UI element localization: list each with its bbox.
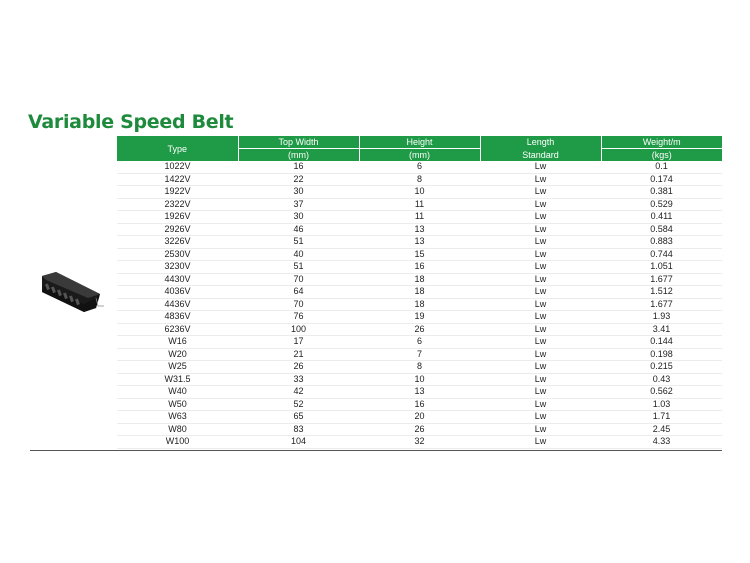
cell-type: 1926V — [117, 211, 238, 224]
cell-height: 32 — [359, 436, 480, 449]
cell-length: Lw — [480, 323, 601, 336]
cell-top-width: 17 — [238, 336, 359, 349]
cell-length: Lw — [480, 211, 601, 224]
cell-top-width: 21 — [238, 348, 359, 361]
cell-weight: 0.43 — [601, 373, 722, 386]
cell-type: 4436V — [117, 298, 238, 311]
cell-height: 11 — [359, 211, 480, 224]
cell-weight: 0.411 — [601, 211, 722, 224]
cell-top-width: 76 — [238, 311, 359, 324]
header-height: Height — [359, 136, 480, 149]
cell-height: 8 — [359, 173, 480, 186]
cell-weight: 0.1 — [601, 161, 722, 173]
cell-top-width: 52 — [238, 398, 359, 411]
cell-top-width: 70 — [238, 273, 359, 286]
cell-type: W50 — [117, 398, 238, 411]
cell-height: 26 — [359, 423, 480, 436]
cell-type: W31.5 — [117, 373, 238, 386]
cell-height: 8 — [359, 361, 480, 374]
table-row — [117, 273, 722, 286]
cell-length: Lw — [480, 373, 601, 386]
cell-weight: 0.215 — [601, 361, 722, 374]
cell-height: 6 — [359, 161, 480, 173]
table-row — [117, 373, 722, 386]
cell-weight: 1.03 — [601, 398, 722, 411]
cell-type: 4836V — [117, 311, 238, 324]
cell-weight: 0.562 — [601, 386, 722, 399]
cell-weight: 1.512 — [601, 286, 722, 299]
table-row — [117, 223, 722, 236]
cell-height: 15 — [359, 248, 480, 261]
cell-length: Lw — [480, 348, 601, 361]
cell-top-width: 46 — [238, 223, 359, 236]
cell-weight: 0.584 — [601, 223, 722, 236]
cell-length: Lw — [480, 261, 601, 274]
cell-top-width: 65 — [238, 411, 359, 424]
cell-top-width: 51 — [238, 236, 359, 249]
cell-top-width: 33 — [238, 373, 359, 386]
header-length-sub: Standard — [480, 149, 601, 162]
cell-top-width: 104 — [238, 436, 359, 449]
cell-weight: 1.677 — [601, 298, 722, 311]
cell-weight: 0.144 — [601, 336, 722, 349]
cell-length: Lw — [480, 161, 601, 173]
cell-length: Lw — [480, 336, 601, 349]
header-height-unit: (mm) — [359, 149, 480, 162]
table-row — [117, 323, 722, 336]
table-row — [117, 336, 722, 349]
table-row — [117, 198, 722, 211]
cell-type: 1022V — [117, 161, 238, 173]
cell-height: 26 — [359, 323, 480, 336]
table-row — [117, 248, 722, 261]
table-row — [117, 423, 722, 436]
cell-type: 6236V — [117, 323, 238, 336]
table-row — [117, 411, 722, 424]
bottom-divider — [30, 450, 722, 451]
cell-weight: 0.174 — [601, 173, 722, 186]
table-row — [117, 436, 722, 449]
cell-length: Lw — [480, 223, 601, 236]
cell-weight: 1.677 — [601, 273, 722, 286]
cell-length: Lw — [480, 423, 601, 436]
cell-weight: 0.883 — [601, 236, 722, 249]
cell-weight: 3.41 — [601, 323, 722, 336]
table-row — [117, 311, 722, 324]
cell-height: 13 — [359, 386, 480, 399]
cell-type: 2530V — [117, 248, 238, 261]
cell-length: Lw — [480, 298, 601, 311]
cell-type: 4036V — [117, 286, 238, 299]
cell-weight: 1.93 — [601, 311, 722, 324]
belt-image — [38, 268, 106, 316]
cell-height: 7 — [359, 348, 480, 361]
cell-length: Lw — [480, 236, 601, 249]
cell-top-width: 83 — [238, 423, 359, 436]
cell-type: 4430V — [117, 273, 238, 286]
cell-length: Lw — [480, 386, 601, 399]
cell-type: W20 — [117, 348, 238, 361]
cell-height: 16 — [359, 398, 480, 411]
cell-length: Lw — [480, 398, 601, 411]
header-length: Length — [480, 136, 601, 149]
cell-top-width: 42 — [238, 386, 359, 399]
cell-length: Lw — [480, 311, 601, 324]
cell-weight: 4.33 — [601, 436, 722, 449]
cell-height: 20 — [359, 411, 480, 424]
belt-spec-table — [117, 136, 722, 449]
table-row — [117, 361, 722, 374]
cell-height: 18 — [359, 273, 480, 286]
cell-length: Lw — [480, 286, 601, 299]
page-title: Variable Speed Belt — [28, 111, 234, 133]
cell-weight: 0.529 — [601, 198, 722, 211]
table-body — [117, 161, 722, 448]
header-weight: Weight/m — [601, 136, 722, 149]
cell-height: 13 — [359, 236, 480, 249]
cell-top-width: 22 — [238, 173, 359, 186]
cell-height: 13 — [359, 223, 480, 236]
cell-weight: 1.051 — [601, 261, 722, 274]
cell-type: W16 — [117, 336, 238, 349]
cell-top-width: 16 — [238, 161, 359, 173]
cell-top-width: 51 — [238, 261, 359, 274]
cell-type: 1922V — [117, 186, 238, 199]
cell-height: 18 — [359, 286, 480, 299]
cell-top-width: 30 — [238, 186, 359, 199]
cell-type: 1422V — [117, 173, 238, 186]
cell-height: 10 — [359, 373, 480, 386]
table-row — [117, 236, 722, 249]
table-row — [117, 261, 722, 274]
table-row — [117, 173, 722, 186]
cell-height: 19 — [359, 311, 480, 324]
cell-weight: 1.71 — [601, 411, 722, 424]
cell-type: W40 — [117, 386, 238, 399]
cell-length: Lw — [480, 411, 601, 424]
header-weight-unit: (kgs) — [601, 149, 722, 162]
cell-height: 11 — [359, 198, 480, 211]
cell-length: Lw — [480, 248, 601, 261]
cell-top-width: 100 — [238, 323, 359, 336]
cell-type: 2322V — [117, 198, 238, 211]
header-top-width-unit: (mm) — [238, 149, 359, 162]
table-row — [117, 386, 722, 399]
cell-type: 3230V — [117, 261, 238, 274]
table-row — [117, 161, 722, 173]
cell-height: 16 — [359, 261, 480, 274]
cell-type: W100 — [117, 436, 238, 449]
cell-top-width: 26 — [238, 361, 359, 374]
cell-length: Lw — [480, 273, 601, 286]
cell-type: 2926V — [117, 223, 238, 236]
table-row — [117, 348, 722, 361]
cell-weight: 2.45 — [601, 423, 722, 436]
cell-length: Lw — [480, 361, 601, 374]
table-row — [117, 286, 722, 299]
cell-length: Lw — [480, 173, 601, 186]
cell-length: Lw — [480, 186, 601, 199]
cell-length: Lw — [480, 198, 601, 211]
cell-type: W25 — [117, 361, 238, 374]
cell-weight: 0.198 — [601, 348, 722, 361]
cell-type: W80 — [117, 423, 238, 436]
cell-height: 10 — [359, 186, 480, 199]
cell-type: 3226V — [117, 236, 238, 249]
cell-top-width: 40 — [238, 248, 359, 261]
cell-top-width: 37 — [238, 198, 359, 211]
cell-weight: 0.744 — [601, 248, 722, 261]
cell-type: W63 — [117, 411, 238, 424]
header-top-width: Top Width — [238, 136, 359, 149]
cell-height: 6 — [359, 336, 480, 349]
table-row — [117, 398, 722, 411]
table-row — [117, 186, 722, 199]
cell-length: Lw — [480, 436, 601, 449]
cell-top-width: 30 — [238, 211, 359, 224]
cell-weight: 0.381 — [601, 186, 722, 199]
cell-top-width: 70 — [238, 298, 359, 311]
cell-top-width: 64 — [238, 286, 359, 299]
table-row — [117, 211, 722, 224]
cell-height: 18 — [359, 298, 480, 311]
header-type: Type — [117, 136, 238, 161]
table-row — [117, 298, 722, 311]
